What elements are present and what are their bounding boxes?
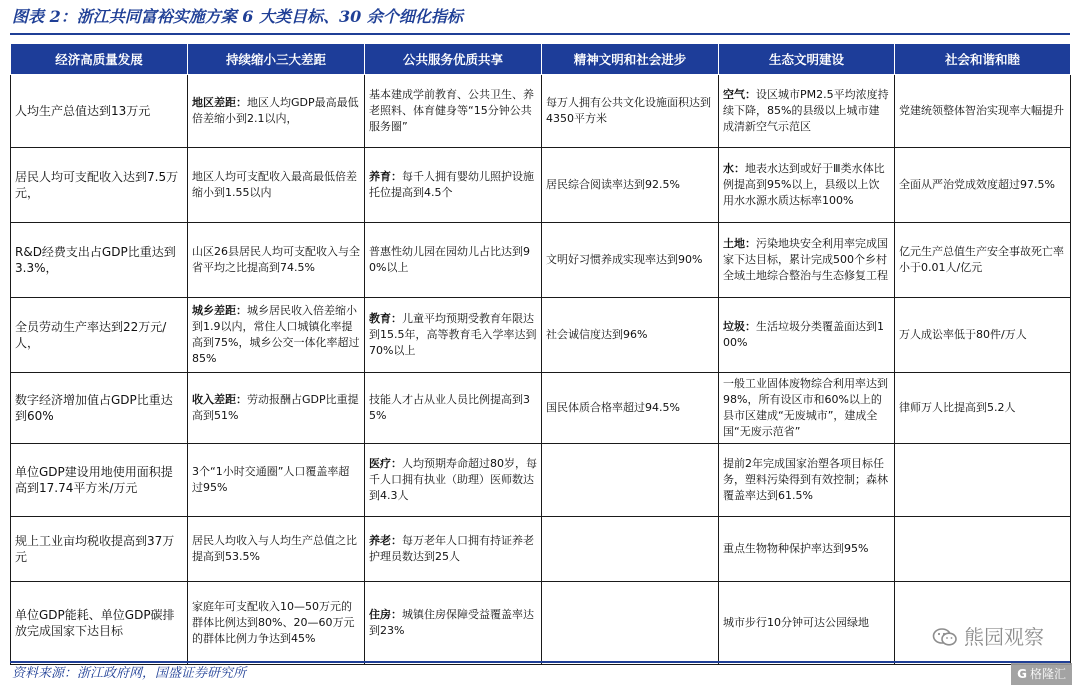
cell-text: 党建统领整体智治实现率大幅提升 xyxy=(899,104,1064,117)
cell-text: 全员劳动生产率达到22万元/人， xyxy=(15,320,167,350)
table-cell xyxy=(365,223,542,298)
cell-text: 地区人均GDP最高最低倍差缩小到2.1以内， xyxy=(192,96,359,125)
cell-text: 文明好习惯养成实现率达到90% xyxy=(546,253,703,266)
table-cell xyxy=(542,75,719,148)
table-cell xyxy=(188,444,365,517)
table-cell xyxy=(11,373,188,444)
table-row xyxy=(11,373,1071,444)
table-cell xyxy=(542,298,719,373)
column-header: 精神文明和社会进步 xyxy=(542,44,719,75)
table-cell xyxy=(365,582,542,665)
cell-text: 山区26县居民人均可支配收入与全省平均之比提高到74.5% xyxy=(192,245,360,274)
table-row xyxy=(11,517,1071,582)
table-cell xyxy=(11,223,188,298)
cell-text: 劳动报酬占GDP比重提高到51% xyxy=(192,393,359,422)
table-cell xyxy=(895,223,1071,298)
source-note: 资料来源：浙江政府网，国盛证券研究所 xyxy=(12,666,247,681)
table-cell xyxy=(719,75,895,148)
table-cell xyxy=(365,444,542,517)
cell-text: 居民人均可支配收入达到7.5万元， xyxy=(15,170,179,200)
cell-text: 污染地块安全利用率完成国家下达目标，累计完成500个乡村全域土地综合整治与生态修复工程 xyxy=(723,237,888,282)
table-cell xyxy=(542,444,719,517)
cell-text: 地区人均可支配收入最高最低倍差缩小到1.55以内 xyxy=(192,170,357,199)
table-cell xyxy=(895,373,1071,444)
table-cell xyxy=(895,517,1071,582)
table-cell xyxy=(542,517,719,582)
table-cell xyxy=(365,517,542,582)
cell-text: 单位GDP建设用地使用面积提高到17.74平方米/万元 xyxy=(15,465,173,495)
cell-text: 亿元生产总值生产安全事故死亡率小于0.01人/亿元 xyxy=(899,245,1064,274)
cell-text: 城市步行10分钟可达公园绿地 xyxy=(723,616,869,629)
table-cell xyxy=(188,223,365,298)
cell-text: 每千人拥有婴幼儿照护设施托位提高到4.5个 xyxy=(369,170,534,199)
cell-text: 数字经济增加值占GDP比重达到60% xyxy=(15,393,173,423)
table-cell xyxy=(11,298,188,373)
cell-text: 律师万人比提高到5.2人 xyxy=(899,401,1016,414)
figure-title: 图表 2：浙江共同富裕实施方案 6 大类目标、30 余个细化指标 xyxy=(12,7,463,26)
cell-category-label: 养老： xyxy=(369,534,402,547)
table-cell xyxy=(188,75,365,148)
cell-category-label: 地区差距： xyxy=(192,96,247,109)
wechat-icon xyxy=(932,627,958,647)
table-cell xyxy=(542,373,719,444)
cell-category-label: 城乡差距： xyxy=(192,304,247,317)
column-header: 持续缩小三大差距 xyxy=(188,44,365,75)
table-header-row xyxy=(11,44,1071,75)
table-cell xyxy=(188,298,365,373)
cell-category-label: 养育： xyxy=(369,170,402,183)
cell-category-label: 空气： xyxy=(723,88,756,101)
cell-text: 城乡居民收入倍差缩小到1.9以内，常住人口城镇化率提高到75%，城乡公交一体化率超过85% xyxy=(192,304,360,365)
table-cell xyxy=(719,223,895,298)
table-cell xyxy=(11,444,188,517)
table-row xyxy=(11,582,1071,665)
table-cell xyxy=(542,223,719,298)
cell-text: 家庭年可支配收入10—50万元的群体比例达到80%、20—60万元的群体比例力争达到45% xyxy=(192,600,355,645)
wechat-account-name: 熊园观察 xyxy=(964,625,1044,649)
column-header: 经济高质量发展 xyxy=(11,44,188,75)
cell-text: 人均生产总值达到13万元 xyxy=(15,104,151,118)
cell-text: 地表水达到或好于Ⅲ类水体比例提高到95%以上，县级以上饮用水水源水质达标率100% xyxy=(723,162,885,207)
cell-text: 基本建成学前教育、公共卫生、养老照料、体育健身等“15分钟公共服务圈” xyxy=(369,88,534,133)
table-cell xyxy=(188,517,365,582)
cell-category-label: 医疗： xyxy=(369,457,402,470)
table-row xyxy=(11,223,1071,298)
cell-text: 一般工业固体废物综合利用率达到98%，所有设区市和60%以上的县市区建成“无废城市”，建成全国“无废示范省” xyxy=(723,377,888,438)
table-cell xyxy=(11,517,188,582)
table-cell xyxy=(719,582,895,665)
column-header: 生态文明建设 xyxy=(719,44,895,75)
cell-text: 居民综合阅读率达到92.5% xyxy=(546,178,680,191)
cell-text: 万人成讼率低于80件/万人 xyxy=(899,328,1027,341)
cell-text: 重点生物物种保护率达到95% xyxy=(723,542,869,555)
table-cell xyxy=(365,298,542,373)
cell-text: 国民体质合格率超过94.5% xyxy=(546,401,680,414)
table-cell xyxy=(719,373,895,444)
cell-text: 生活垃圾分类覆盖面达到100% xyxy=(723,320,884,349)
cell-text: 全面从严治党成效度超过97.5% xyxy=(899,178,1055,191)
cell-category-label: 水： xyxy=(723,162,745,175)
cell-category-label: 住房： xyxy=(369,608,402,621)
table-cell xyxy=(11,582,188,665)
cell-category-label: 收入差距： xyxy=(192,393,247,406)
cell-text: 儿童平均预期受教育年限达到15.5年，高等教育毛入学率达到70%以上 xyxy=(369,312,537,357)
cell-text: 技能人才占从业人员比例提高到35% xyxy=(369,393,530,422)
table-cell xyxy=(11,75,188,148)
table-cell xyxy=(719,444,895,517)
cell-text: 规上工业亩均税收提高到37万元 xyxy=(15,534,175,564)
table-cell xyxy=(365,148,542,223)
table-cell xyxy=(188,582,365,665)
table-cell xyxy=(542,582,719,665)
table-row xyxy=(11,75,1071,148)
table-cell xyxy=(895,75,1071,148)
cell-text: 居民人均收入与人均生产总值之比提高到53.5% xyxy=(192,534,357,563)
table-cell xyxy=(719,517,895,582)
table-cell xyxy=(188,373,365,444)
table-cell xyxy=(188,148,365,223)
cell-text: 每万人拥有公共文化设施面积达到4350平方米 xyxy=(546,96,711,125)
cell-text: 城镇住房保障受益覆盖率达到23% xyxy=(369,608,534,637)
cell-text: 社会诚信度达到96% xyxy=(546,328,648,341)
table-cell xyxy=(542,148,719,223)
column-header: 社会和谐和睦 xyxy=(895,44,1071,75)
table-cell xyxy=(719,148,895,223)
site-watermark xyxy=(1011,663,1072,685)
cell-text: 3个“1小时交通圈”人口覆盖率超过95% xyxy=(192,465,350,494)
cell-category-label: 垃圾： xyxy=(723,320,756,333)
table-cell xyxy=(895,444,1071,517)
gelonghui-logo-icon: G xyxy=(1017,667,1027,681)
cell-text: R&D经费支出占GDP比重达到3.3%， xyxy=(15,245,176,275)
cell-text: 提前2年完成国家治塑各项目标任务，塑料污染得到有效控制；森林覆盖率达到61.5% xyxy=(723,457,888,502)
wechat-watermark xyxy=(932,622,1044,652)
table-row xyxy=(11,298,1071,373)
table-cell xyxy=(365,75,542,148)
cell-text: 单位GDP能耗、单位GDP碳排放完成国家下达目标 xyxy=(15,608,175,638)
cell-text: 设区城市PM2.5平均浓度持续下降，85%的县级以上城市建成清新空气示范区 xyxy=(723,88,889,133)
table-cell xyxy=(895,148,1071,223)
cell-text: 普惠性幼儿园在园幼儿占比达到90%以上 xyxy=(369,245,530,274)
table-cell xyxy=(719,298,895,373)
title-divider xyxy=(10,33,1070,35)
indicator-table xyxy=(10,43,1071,665)
cell-category-label: 土地： xyxy=(723,237,756,250)
column-header: 公共服务优质共享 xyxy=(365,44,542,75)
table-cell xyxy=(895,298,1071,373)
table-cell xyxy=(11,148,188,223)
table-body xyxy=(11,75,1071,665)
cell-text: 人均预期寿命超过80岁，每千人口拥有执业（助理）医师数达到4.3人 xyxy=(369,457,537,502)
table-row xyxy=(11,148,1071,223)
cell-text: 每万老年人口拥有持证养老护理员数达到25人 xyxy=(369,534,534,563)
site-name: 格隆汇 xyxy=(1029,667,1066,681)
cell-category-label: 教育： xyxy=(369,312,402,325)
table-cell xyxy=(365,373,542,444)
table-row xyxy=(11,444,1071,517)
